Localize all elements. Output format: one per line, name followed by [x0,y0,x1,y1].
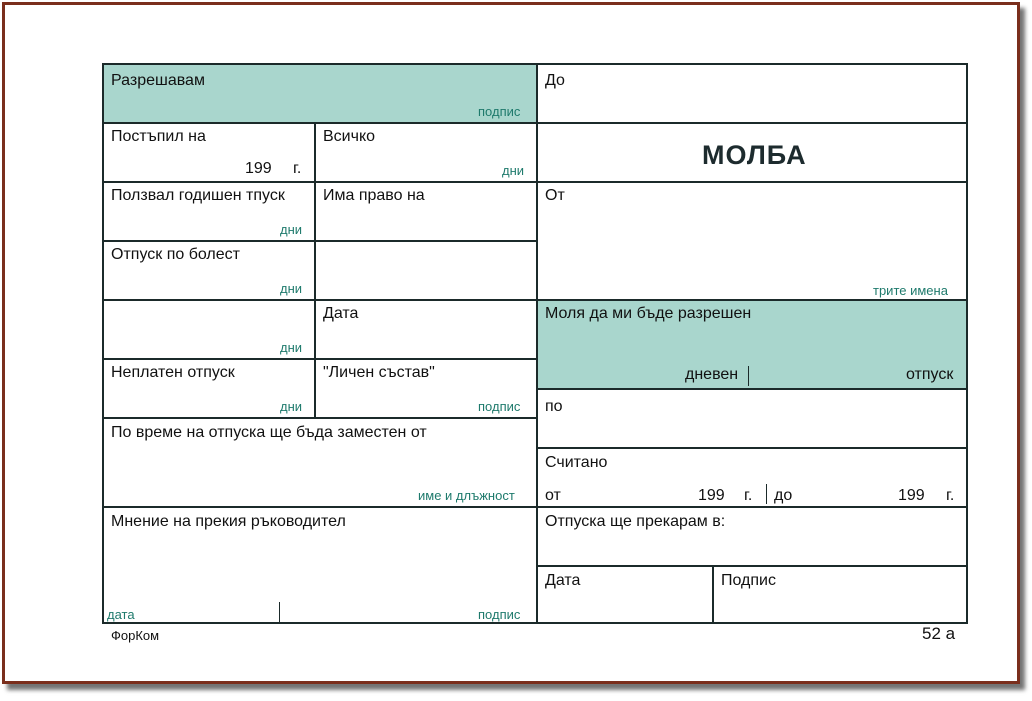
schitano-do-suffix: г. [946,487,955,504]
border-left [102,63,104,624]
ima-pravo-label: Има право на [323,187,425,204]
zamesten-label: По време на отпуска ще бъда заместен от [111,424,427,441]
molya-label: Моля да ми бъде разрешен [545,305,752,322]
po-label: по [545,398,563,415]
neplaten-label: Неплатен отпуск [111,364,235,381]
mnenie-separator [279,602,280,622]
zamesten-hint: име и длъжност [418,488,515,503]
right-line-5 [536,447,968,449]
left-line-4 [102,299,538,301]
podpis-label: Подпис [721,572,776,589]
neplaten-days-hint: дни [280,399,303,414]
schitano-ot-year: 199 [698,487,725,504]
left-line-1 [102,122,538,124]
schitano-label: Считано [545,454,608,471]
prekaram-label: Отпуска ще прекарам в: [545,513,726,530]
border-top [102,63,968,65]
postapil-year: 199 [245,160,272,177]
form-number: 52 а [922,624,956,643]
document-title: МОЛБА [702,140,807,170]
postapil-label: Постъпил на [111,128,206,145]
right-line-7 [536,565,968,567]
blank-row-days-hint: дни [280,340,303,355]
border-right [966,63,968,624]
right-bottom-divider [712,565,714,624]
publisher-name: ФорКом [111,628,160,643]
schitano-ot-suffix: г. [744,487,753,504]
vsichko-days-hint: дни [502,163,525,178]
center-divider [536,63,538,624]
ot-names-hint: трите имена [873,283,948,298]
schitano-ot: от [545,487,561,504]
left-inner-divider [314,122,316,419]
otpusk-bolest-days-hint: дни [280,281,303,296]
dneven-separator [748,366,749,386]
mnenie-sign-hint: подпис [478,607,521,622]
left-data-label: Дата [323,305,359,322]
right-line-2 [536,181,968,183]
right-line-3 [536,299,968,301]
otpusk-bolest-label: Отпуск по болест [111,246,240,263]
do-label: До [545,72,565,89]
border-bottom [102,622,968,624]
left-line-5 [102,358,538,360]
left-line-6 [102,417,538,419]
molya-otpusk: отпуск [906,366,954,383]
right-line-4 [536,388,968,390]
schitano-do-year: 199 [898,487,925,504]
right-line-6 [536,506,968,508]
postapil-year-suffix: г. [293,160,302,177]
razreshavam-sign-hint: подпис [478,104,521,119]
right-line-1 [536,122,968,124]
schitano-do: до [774,487,793,504]
left-line-2 [102,181,538,183]
lichen-sastav-sign-hint: подпис [478,399,521,414]
left-line-7 [102,506,538,508]
mnenie-label: Мнение на прекия ръководител [111,513,346,530]
lichen-sastav-label: "Личен състав" [323,364,435,381]
left-line-3 [102,240,538,242]
polzval-days-hint: дни [280,222,303,237]
vsichko-label: Всичко [323,128,376,145]
date-range-separator [766,484,767,504]
right-data-label: Дата [545,572,581,589]
ot-label: От [545,187,565,204]
razreshavam-label: Разрешавам [111,72,205,89]
polzval-label: Ползвал годишен тпуск [111,187,285,204]
mnenie-date-hint: дата [107,607,135,622]
molya-dneven: дневен [685,366,739,383]
